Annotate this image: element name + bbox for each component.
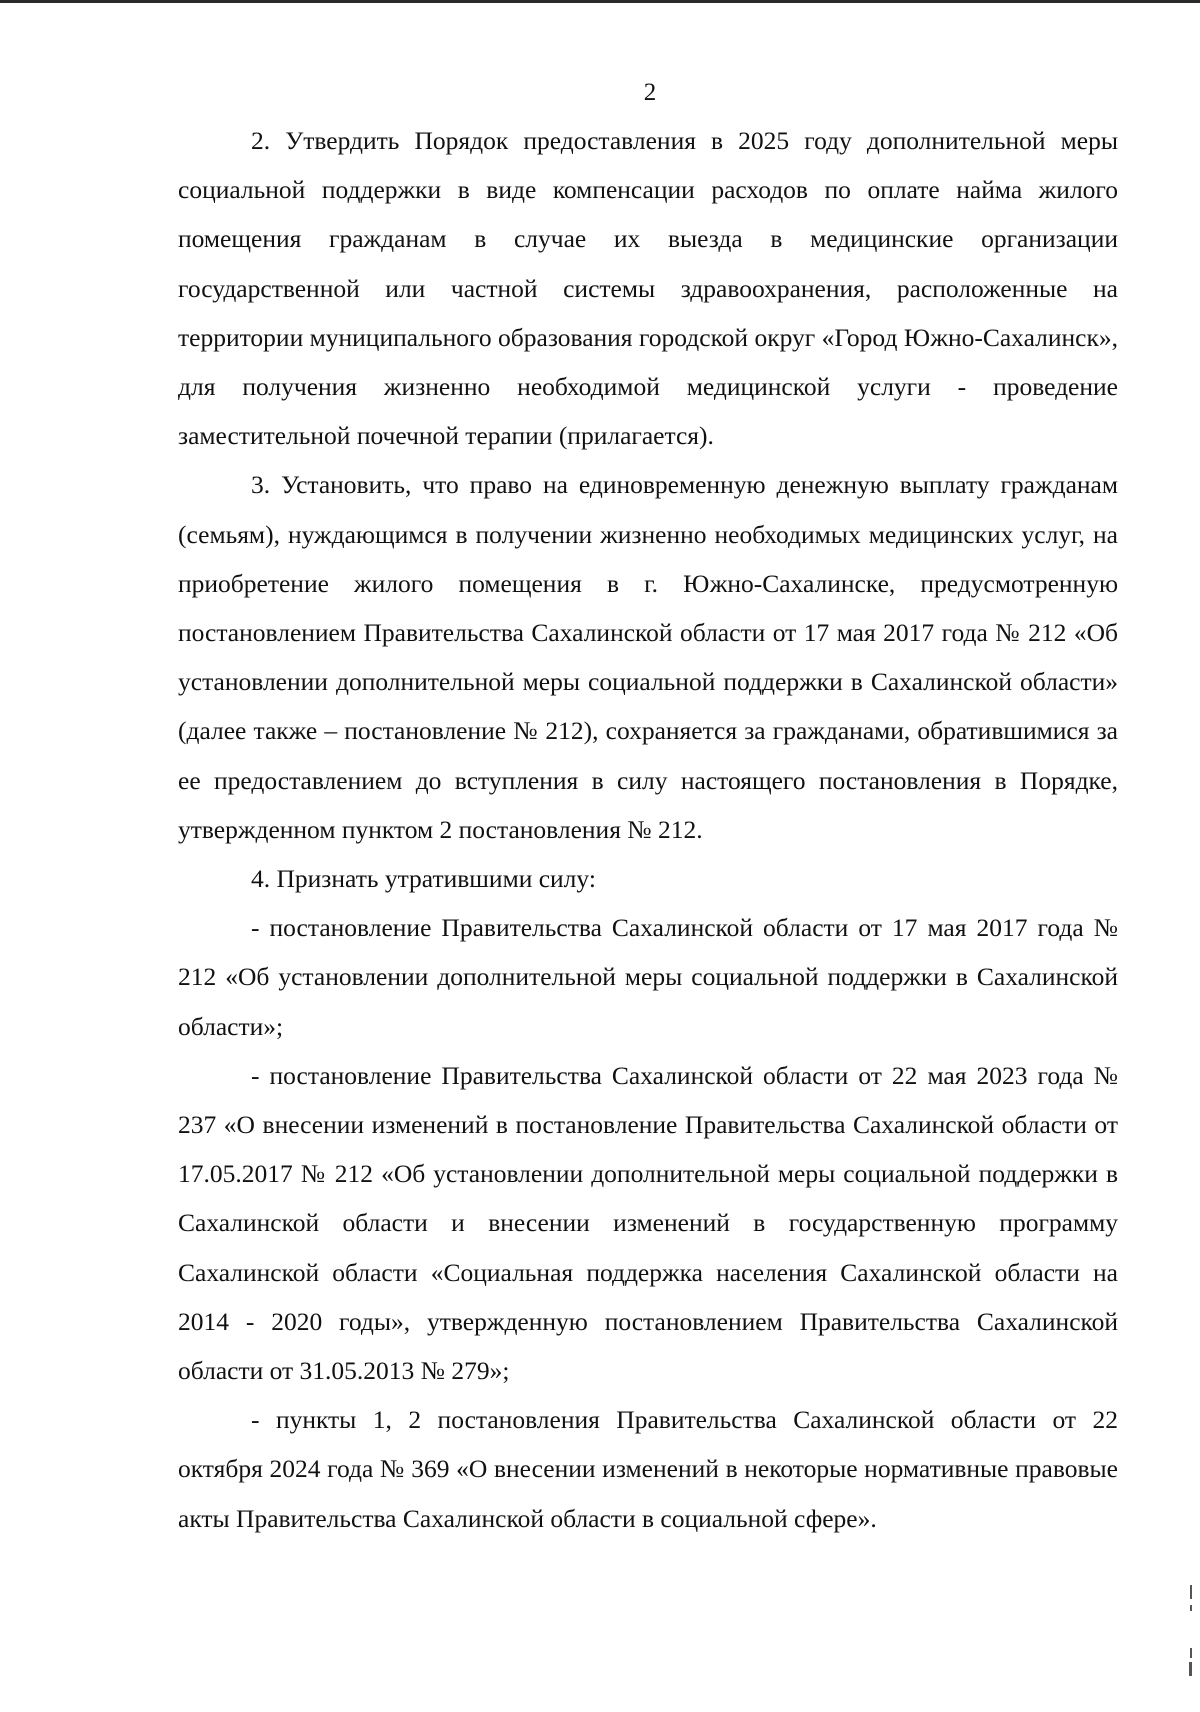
scan-mark [1190,1605,1192,1611]
paragraph-item-3: 3. Установить, что право на единовременную денежную выплату гражданам (семьям), нуждающимся в получении жизненно необходимых медицинских услуг, на приобретение жилого помещения в г. Южно-Сахалинске, предусмотренную постановлением Правительства Сахалинской области от 17 мая 2017 года № 212 «Об установлении дополнительной меры социальной поддержки в Сахалинской области» (далее также – постановление № 212), сохраняется за гражданами, обратившимися за ее предоставлением до вступления в силу настоящего постановления в Порядке, утвержденном пунктом 2 постановления № 212. [178,470,1118,844]
list-item-repealed-2: - постановление Правительства Сахалинской области от 22 мая 2023 года № 237 «О внесении изменений в постановление Правительства Сахалинской области от 17.05.2017 № 212 «Об установлении дополнительной меры социальной поддержки в Сахалинской области и внесении изменений в государственную программу Сахалинской области «Социальная поддержка населения Сахалинской области на 2014 - 2020 годы», утвержденную постановлением Правительства Сахалинской области от 31.05.2013 № 279»; [178,1060,1118,1386]
document-body [178,116,1118,1543]
scan-mark [1189,1662,1192,1676]
scan-top-edge [0,0,1200,3]
paragraph-item-2: 2. Утвердить Порядок предоставления в 2025 году дополнительной меры социальной поддержки в виде компенсации расходов по оплате найма жилого помещения гражданам в случае их выезда в медицинские организации государственной или частной системы здравоохранения, расположенные на территории муниципального образования городской округ «Город Южно-Сахалинск», для получения жизненно необходимой медицинской услуги - проведение заместительной почечной терапии (прилагается). [178,126,1118,451]
page-number: 2 [643,79,657,106]
list-item-repealed-3: - пункты 1, 2 постановления Правительства Сахалинской области от 22 октября 2024 года № 369 «О внесении изменений в некоторые нормативные правовые акты Правительства Сахалинской области в социальной сфере». [178,1405,1118,1533]
paragraph-item-4: 4. Признать утратившими силу: [251,864,596,894]
scan-mark [1190,1648,1192,1658]
list-item-repealed-1: - постановление Правительства Сахалинской области от 17 мая 2017 года № 212 «Об установлении дополнительной меры социальной поддержки в Сахалинской области»; [178,913,1118,1041]
scan-mark [1190,1585,1192,1599]
